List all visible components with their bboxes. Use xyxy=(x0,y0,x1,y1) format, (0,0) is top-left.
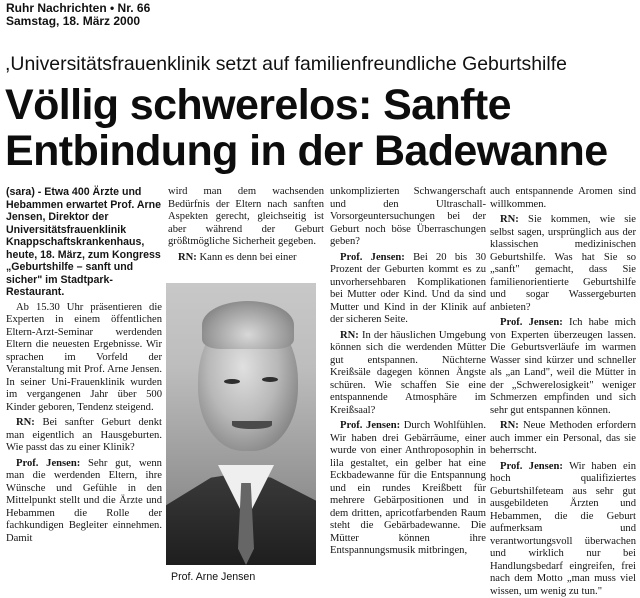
masthead xyxy=(6,2,150,28)
interview-question xyxy=(6,417,162,455)
speaker-label: Prof. Jensen: xyxy=(340,420,400,431)
portrait-mouth xyxy=(232,421,272,429)
interview-question xyxy=(490,214,636,314)
paragraph: unkomplizierten Schwangerschaft und den Ultraschall-Vorsorgeuntersuchungen bei der Geburt noch böse Überraschungen geben? xyxy=(330,186,486,249)
article-column-2 xyxy=(168,186,324,268)
photo-caption: Prof. Arne Jensen xyxy=(171,571,321,583)
speaker-label: Prof. Jensen: xyxy=(16,458,80,469)
answer-text: Sehr gut, wenn man die werdenden Eltern, ihre Wünsche und Gefühle in den Mittelpunkt stellt und die Ärzte und Hebammen die Rolle der fachkundigen Begleiter einnehmen. Damit xyxy=(6,458,162,544)
answer-text: Bei 20 bis 30 Prozent der Geburten kommt es zu unvorhersehbaren Komplikationen bei Mutter oder Kind. Und da sind Mutter und Kind in der Klinik auf der sicheren Seite. xyxy=(330,252,486,326)
headline-line-2: Entbindung in der Badewanne xyxy=(5,128,637,174)
interview-answer xyxy=(330,252,486,327)
speaker-label: RN: xyxy=(340,330,359,341)
interview-question xyxy=(490,420,636,458)
article-column-1 xyxy=(6,186,162,590)
question-text: In der häuslichen Umgebung können sich die werdenden Mütter gut entspannen. Nüchterne Kreißsäle dagegen können Ängste schüren. Wie schaffen Sie eine entspannende Atmosphäre im Kreißsaal? xyxy=(330,330,486,416)
paragraph: wird man dem wachsenden Bedürfnis der Eltern nach sanften Aspekten gerecht, gleichseitig ist aber während der Geburt größtmögliche Sicherheit gegeben. xyxy=(168,186,324,249)
interview-answer xyxy=(490,461,636,598)
article-headline xyxy=(5,82,637,174)
portrait-hair xyxy=(202,301,294,349)
paragraph: Ab 15.30 Uhr präsentieren die Experten in einem öffentlichen Eltern-Arzt-Seminar werdenden Eltern die neuesten Ergebnisse. Wir sprachen im Vorfeld der Veranstaltung mit Prof. Arne Jensen. In seiner Uni-Frauenklinik wurden im vergangenen Jahr über 500 Kinder geboren, Tendenz steigend. xyxy=(6,302,162,415)
speaker-label: RN: xyxy=(178,252,197,263)
paragraph: auch entspannende Aromen sind willkommen. xyxy=(490,186,636,211)
speaker-label: RN: xyxy=(500,420,519,431)
interview-question xyxy=(168,252,324,265)
answer-text: Durch Wohlfühlen. Wir haben drei Gebärräume, einer wurde von einer Anthroposophin in lila gestaltet, ein gelber hat eine Eckbadewanne für die Entspannung und ein rundes Kreißbett für mehrere Gebärpositionen und in dem dritten, apricotfarbenden Raum steht die Gebärbadewanne. Die Mütter können ihre Entspannungsmusik mitbringen, xyxy=(330,420,486,556)
answer-text: Wir haben ein hoch qualifiziertes Geburtshilfeteam aus sehr gut ausgebildeten Ärzten und Hebammen, die die Geburt aufmerksam und verantwortungsvoll überwachen und wirklich nur bei Handlungsbedarf eingreifen, frei nach dem Motto „man muss viel wissen, um wenig zu tun." xyxy=(490,461,636,597)
interview-answer xyxy=(6,458,162,546)
speaker-label: RN: xyxy=(500,214,519,225)
speaker-label: Prof. Jensen: xyxy=(500,317,563,328)
question-text: Kann es denn bei einer xyxy=(200,252,297,263)
issue-date: Samstag, 18. März 2000 xyxy=(6,15,150,28)
portrait-photo xyxy=(166,283,316,565)
article-kicker: ,Universitätsfrauenklinik setzt auf familienfreundliche Geburtshilfe xyxy=(5,53,635,75)
question-text: Neue Methoden erfordern auch immer ein Personal, das sie beherrscht. xyxy=(490,420,636,456)
speaker-label: Prof. Jensen: xyxy=(500,461,563,472)
newspaper-name: Ruhr Nachrichten • Nr. 66 xyxy=(6,2,150,15)
answer-text: Ich habe mich von Experten überzeugen lassen. Die Geburtsverläufe im warmen Wasser sind kürzer und schneller als „an Land", weil die Mütter in der „Schwerelosigkeit" weniger Schmerzen empfinden und sich sehr gut entspannen können. xyxy=(490,317,636,416)
interview-answer xyxy=(490,317,636,417)
question-text: Sie kommen, wie sie selbst sagen, ursprünglich aus der klassischen medizinischen Geburtshilfe. Was hat Sie so „sanft" gemacht, dass Sie familienorientierte Geburtshilfe und sogar Wassergeburten anbieten? xyxy=(490,214,636,313)
article-column-4 xyxy=(490,186,636,590)
portrait-eye-right xyxy=(262,377,278,382)
article-column-3 xyxy=(330,186,486,590)
speaker-label: Prof. Jensen: xyxy=(340,252,405,263)
question-text: Bei sanfter Geburt denkt man eigentlich an Hausgeburten. Wie passt das zu einer Klinik? xyxy=(6,417,162,453)
interview-answer xyxy=(330,420,486,558)
interview-question xyxy=(330,330,486,418)
article-lead: (sara) - Etwa 400 Ärzte und Hebammen erwartet Prof. Arne Jensen, Direktor der Universitätsfrauenklinik Knappschaftskrankenhaus, heute, 18. März, zum Kongress „Geburtshilfe – sanft und sicher" im Stadtpark-Restaurant. xyxy=(6,186,162,299)
headline-line-1: Völlig schwerelos: Sanfte xyxy=(5,82,637,128)
speaker-label: RN: xyxy=(16,417,35,428)
portrait-eye-left xyxy=(224,379,240,384)
